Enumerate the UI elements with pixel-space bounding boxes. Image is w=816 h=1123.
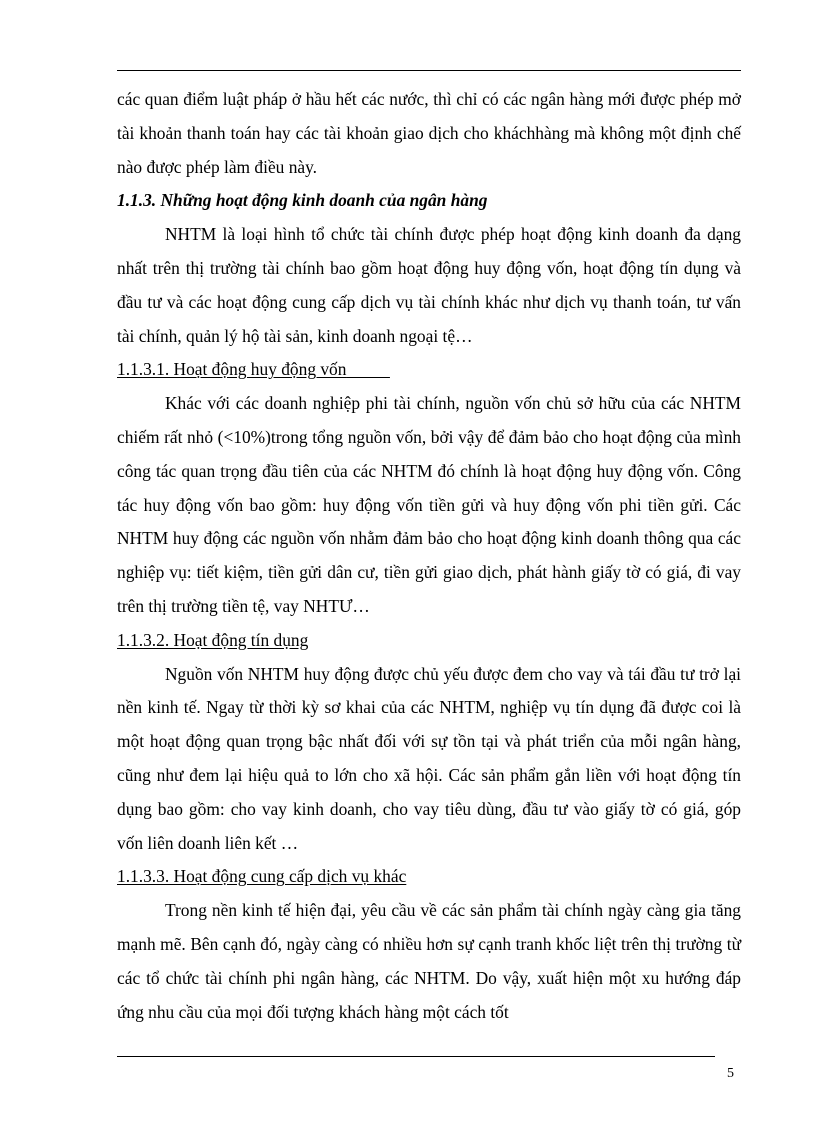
paragraph-credit: Nguồn vốn NHTM huy động được chủ yếu được đem cho vay và tái đầu tư trở lại nền kinh tế. Ngay từ thời kỳ sơ khai của các NHTM, nghiệp vụ tín dụng đã được coi là một hoạt động quan trọng bậc nhất đối với sự tồn tại và phát triển của mỗi ngân hàng, cũng như đem lại hiệu quả to lớn cho xã hội. Các sản phẩm gắn liền với hoạt động tín dụng bao gồm: cho vay kinh doanh, cho vay tiêu dùng, đầu tư vào giấy tờ có giá, góp vốn liên doanh liên kết …	[117, 663, 741, 853]
subsection-heading-credit: 1.1.3.2. Hoạt động tín dụng	[117, 629, 309, 650]
footer-rule	[117, 1056, 715, 1057]
paragraph-services: Trong nền kinh tế hiện đại, yêu cầu về các sản phẩm tài chính ngày càng gia tăng mạnh mẽ. Bên cạnh đó, ngày càng có nhiều hơn sự cạnh tranh khốc liệt trên thị trường từ các tổ chức tài chính phi ngân hàng, các NHTM. Do vậy, xuất hiện một xu hướng đáp ứng nhu cầu của mọi đối tượng khách hàng một cách tốt	[117, 900, 741, 1022]
page-number: 5	[727, 1066, 734, 1081]
subsection-heading-services: 1.1.3.3. Hoạt động cung cấp dịch vụ khác	[117, 866, 407, 887]
document-body	[117, 83, 741, 1029]
subsection-heading-funding: 1.1.3.1. Hoạt động huy động vốn	[117, 359, 347, 380]
header-rule	[117, 70, 741, 71]
paragraph-intro: các quan điểm luật pháp ở hầu hết các nước, thì chỉ có các ngân hàng mới được phép mở tài khoản thanh toán hay các tài khoản giao dịch cho kháchhàng mà không một định chế nào được phép làm điều này.	[117, 89, 741, 177]
section-heading: 1.1.3. Những hoạt động kinh doanh của ngân hàng	[117, 190, 488, 211]
paragraph-funding: Khác với các doanh nghiệp phi tài chính, nguồn vốn chủ sở hữu của các NHTM chiếm rất nhỏ (<10%)trong tổng nguồn vốn, bởi vậy để đảm bảo cho hoạt động của mình công tác quan trọng đầu tiên của các NHTM đó chính là hoạt động huy động vốn. Công tác huy động vốn bao gồm: huy động vốn tiền gửi và huy động vốn phi tiền gửi. Các NHTM huy động các nguồn vốn nhằm đảm bảo cho hoạt động kinh doanh thông qua các nghiệp vụ: tiết kiệm, tiền gửi dân cư, tiền gửi giao dịch, phát hành giấy tờ có giá, đi vay trên thị trường tiền tệ, vay NHTƯ…	[117, 393, 741, 616]
paragraph-overview: NHTM là loại hình tổ chức tài chính được phép hoạt động kinh doanh đa dạng nhất trên thị trường tài chính bao gồm hoạt động huy động vốn, hoạt động tín dụng và đầu tư và các hoạt động cung cấp dịch vụ tài chính khác như dịch vụ thanh toán, tư vấn tài chính, quản lý hộ tài sản, kinh doanh ngoại tệ…	[117, 224, 741, 346]
